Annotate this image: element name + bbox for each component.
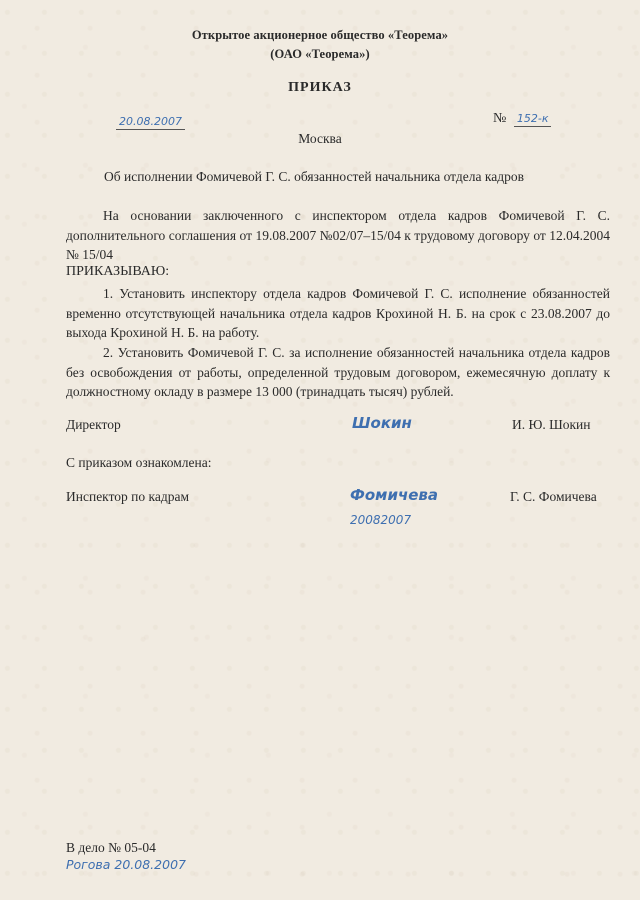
file-signature: Рогова 20.08.2007 [66,857,186,872]
organization-full-name: Открытое акционерное общество «Теорема» [191,28,449,42]
director-name: И. Ю. Шокин [512,417,591,432]
organization-short-name: (ОАО «Теорема») [270,47,370,61]
date-handwritten: 20.08.2007 [116,115,185,130]
file-note: В дело № 05-04 [66,840,156,855]
document-subject: Об исполнении Фомичевой Г. С. обязанностей начальника отдела кадров [104,169,524,184]
director-signature: Шокин [352,414,412,432]
acquainted-label: С приказом ознакомлена: [66,455,212,470]
order-word: ПРИКАЗЫВАЮ: [66,264,170,279]
preamble-paragraph: На основании заключенного с инспектором отдела кадров Фомичевой Г. С. дополнительного соглашения от 19.08.2007 №02/07–15/04 к трудовому договору от 12.04.2004 № 15/04 [66,208,610,262]
document-city: Москва [298,131,342,146]
inspector-label: Инспектор по кадрам [66,489,190,504]
inspector-signature-date: 20082007 [350,513,412,527]
inspector-name: Г. С. Фомичева [510,489,597,504]
director-label: Директор [66,417,121,432]
number-handwritten: 152-к [514,112,552,127]
document-title: ПРИКАЗ [288,80,352,95]
document-number [493,111,551,127]
order-item-1: 1. Установить инспектору отдела кадров Фомичевой Г. С. исполнение обязанностей временно отсутствующей начальника отдела кадров Крохиной Н. Б. на срок с 23.08.2007 до выхода Крохиной Н. Б. на работу. [66,286,610,340]
inspector-signature: Фомичева [350,486,439,504]
number-sign: № [493,111,507,126]
order-item-2: 2. Установить Фомичевой Г. С. за исполнение обязанностей начальника отдела кадров без освобождения от работы, определенной трудовым договором, ежемесячную доплату к должностному окладу в размере 13 000 (тринадцать тысяч) рублей. [66,345,610,399]
document-date [116,112,185,130]
